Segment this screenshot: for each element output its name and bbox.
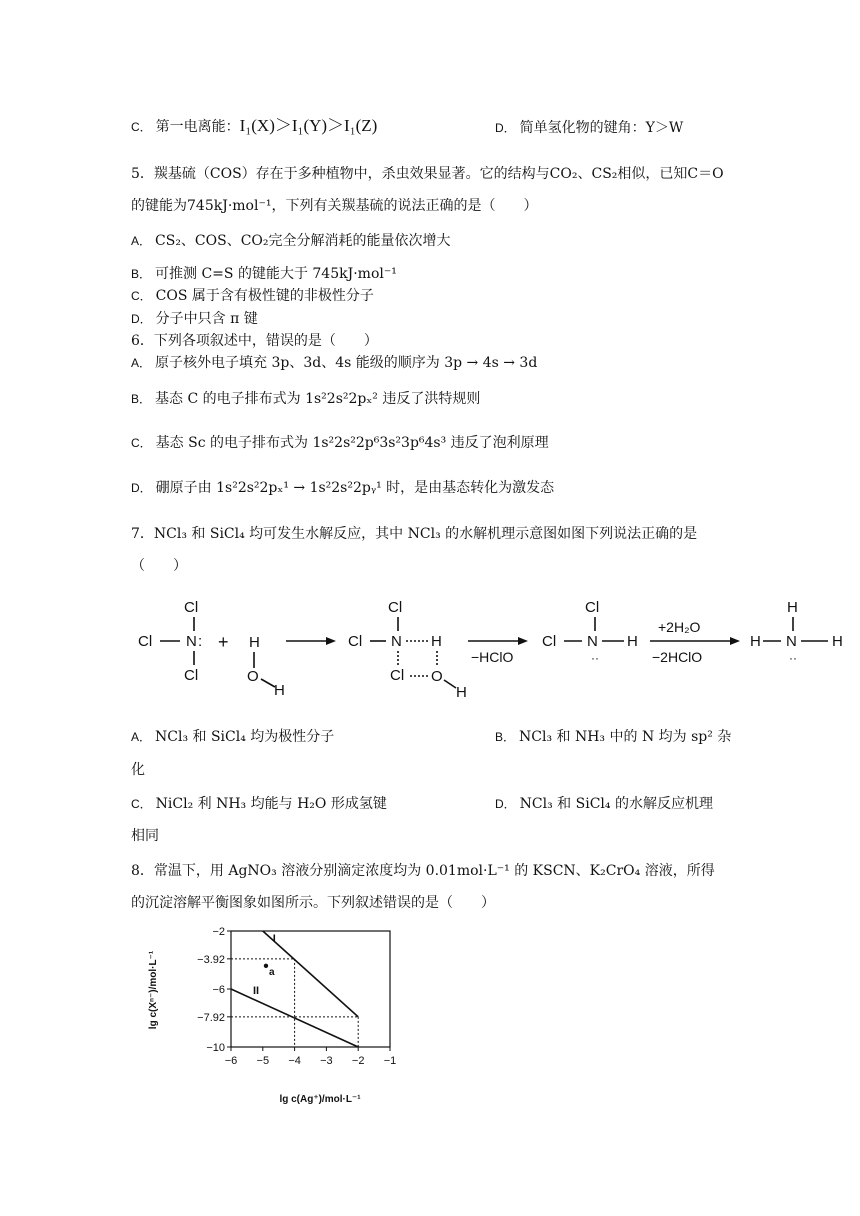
mol1-lone-pair: : <box>198 633 203 650</box>
point-a-label: a <box>268 966 275 978</box>
prod-n: N <box>786 633 797 650</box>
option-label: D． <box>495 121 516 135</box>
prod-h-left: H <box>750 633 761 650</box>
option-text: 第一电离能： <box>155 119 240 135</box>
option-text: 基态 C 的电子排布式为 1s²2s²2pₓ² 违反了洪特规则 <box>155 391 481 407</box>
q7-stem-line1: 7．NCl₃ 和 SiCl₄ 均可发生水解反应，其中 NCl₃ 的水解机理示意图如图下列说法正确的是 <box>131 526 698 542</box>
prod-h-right: H <box>832 633 843 650</box>
ts-h: H <box>431 633 442 650</box>
q5-stem-line1: 5．羰基硫（COS）存在于多种植物中，杀虫效果显著。它的结构与CO₂、CS₂相似，已知C＝O <box>131 166 724 182</box>
water-o: O <box>247 668 259 685</box>
option-label: D． <box>495 797 516 811</box>
q7-stem-line2: （ ） <box>131 558 187 574</box>
y-tick-label: −3.92 <box>197 953 225 966</box>
int-cl-top: Cl <box>585 599 600 616</box>
option-text: 基态 Sc 的电子排布式为 1s²2s²2p⁶3s²3p⁶4s³ 违反了泡利原理 <box>155 435 549 451</box>
series-label-I: I <box>272 933 276 945</box>
x-tick-label: −3 <box>320 1055 333 1067</box>
int-n: N <box>587 633 598 650</box>
precipitation-equilibrium-chart <box>130 924 410 1114</box>
ts-o: O <box>431 668 443 685</box>
q5-option-a <box>131 231 451 251</box>
series-line-I <box>263 931 358 1017</box>
int-cl-left: Cl <box>542 633 557 650</box>
q4-option-d <box>495 118 683 138</box>
water-h-right: H <box>274 682 285 699</box>
plus-sign: + <box>218 632 229 652</box>
q6-option-c <box>131 433 549 453</box>
option-text: COS 属于含有极性键的非极性分子 <box>155 288 374 304</box>
x-tick-label: −1 <box>383 1055 397 1067</box>
q6-option-d <box>131 478 554 498</box>
arrow3-reagent: +2H₂O <box>658 619 701 635</box>
mol1-n: N <box>186 633 197 650</box>
y-tick-label: −10 <box>206 1042 225 1054</box>
q5-option-b <box>131 264 397 284</box>
annotations <box>264 964 275 978</box>
ts-cl-bottom: Cl <box>390 667 405 684</box>
q7-option-d-cont: 相同 <box>131 828 159 844</box>
option-text: 硼原子由 1s²2s²2pₓ¹ → 1s²2s²2pᵧ¹ 时，是由基态转化为激发态 <box>155 480 555 496</box>
x-tick-label: −2 <box>351 1055 365 1067</box>
int-lone-pair: ·· <box>591 651 599 665</box>
option-text: NCl₃ 和 SiCl₄ 的水解反应机理 <box>519 796 713 812</box>
option-label: A． <box>131 356 152 370</box>
option-label: C． <box>131 797 152 811</box>
ts-cl-left: Cl <box>348 633 363 650</box>
option-text: NiCl₂ 利 NH₃ 均能与 H₂O 形成氢键 <box>155 796 387 812</box>
option-text: 分子中只含 π 键 <box>155 311 258 327</box>
option-label: D． <box>131 481 152 495</box>
series-line-II <box>231 989 358 1047</box>
y-tick-label: −2 <box>212 926 225 938</box>
option-text: 可推测 C=S 的键能大于 745kJ·mol⁻¹ <box>155 266 397 282</box>
option-label: A． <box>131 234 152 248</box>
option-label: C． <box>131 120 152 134</box>
q8-stem-line2: 的沉淀溶解平衡图象如图所示。下列叙述错误的是（ ） <box>131 895 495 911</box>
q6-stem: 6．下列各项叙述中，错误的是（ ） <box>131 333 378 349</box>
option-text: NCl₃ 和 SiCl₄ 均为极性分子 <box>155 729 335 745</box>
prod-lone-pair: ·· <box>789 651 797 665</box>
option-label: D． <box>131 312 152 326</box>
option-label: B． <box>495 730 516 744</box>
series-label-II: II <box>253 985 260 997</box>
arrow2-byproduct: −HClO <box>471 649 514 665</box>
mol1-cl-bottom: Cl <box>184 667 199 684</box>
mol1-cl-left: Cl <box>138 633 153 650</box>
y-tick-label: −7.92 <box>197 1011 225 1024</box>
q7-option-c <box>131 794 387 814</box>
q6-option-b <box>131 389 480 409</box>
guide-lines <box>231 959 358 1047</box>
option-label: A． <box>131 730 152 744</box>
y-axis-label: lg c(Xⁿ⁻)/mol·L⁻¹ <box>148 950 159 1030</box>
q6-option-a <box>131 353 537 373</box>
q4-option-c <box>131 116 377 137</box>
x-tick-label: −6 <box>224 1055 238 1067</box>
mol1-cl-top: Cl <box>184 599 199 616</box>
x-axis-label: lg c(Ag⁺)/mol·L⁻¹ <box>279 1094 361 1105</box>
water-h-top: H <box>249 634 260 651</box>
hydrolysis-mechanism-scheme <box>138 596 848 706</box>
option-label: C． <box>131 436 152 450</box>
x-tick-label: −4 <box>288 1055 301 1067</box>
q5-option-c <box>131 286 374 306</box>
y-ticks <box>197 926 231 1054</box>
prod-h-top: H <box>787 599 798 616</box>
option-text: NCl₃ 和 NH₃ 中的 N 均为 sp² 杂 <box>519 729 732 745</box>
option-text: CS₂、COS、CO₂完全分解消耗的能量依次增大 <box>155 233 451 249</box>
int-h: H <box>627 633 638 650</box>
option-label: C． <box>131 289 152 303</box>
q5-stem-line2: 的键能为745kJ·mol⁻¹，下列有关羰基硫的说法正确的是（ ） <box>131 198 538 214</box>
q7-option-a <box>131 727 334 747</box>
ts-h-right: H <box>456 684 467 701</box>
x-tick-label: −5 <box>256 1055 270 1067</box>
ionization-formula: I₁(X)＞I₁(Y)＞I₁(Z) <box>239 116 378 135</box>
option-label: B． <box>131 267 152 281</box>
point-a-marker <box>264 964 268 968</box>
x-ticks <box>225 1047 397 1067</box>
ts-n: N <box>391 633 402 650</box>
y-tick-label: −6 <box>212 984 225 996</box>
q5-option-d <box>131 309 258 329</box>
option-text: 原子核外电子填充 3p、3d、4s 能级的顺序为 3p → 4s → 3d <box>155 355 538 371</box>
arrow3-byproduct: −2HClO <box>652 649 703 665</box>
series-lines <box>231 931 358 1047</box>
q7-option-d <box>495 794 713 814</box>
q7-option-b <box>495 727 731 747</box>
q7-option-b-cont: 化 <box>131 762 145 778</box>
option-label: B． <box>131 392 152 406</box>
option-text: 简单氢化物的键角：Y＞W <box>519 120 684 136</box>
q8-stem-line1: 8．常温下，用 AgNO₃ 溶液分别滴定浓度均为 0.01mol·L⁻¹ 的 KSCN、K₂CrO₄ 溶液，所得 <box>131 863 715 879</box>
ts-cl-top: Cl <box>388 599 403 616</box>
